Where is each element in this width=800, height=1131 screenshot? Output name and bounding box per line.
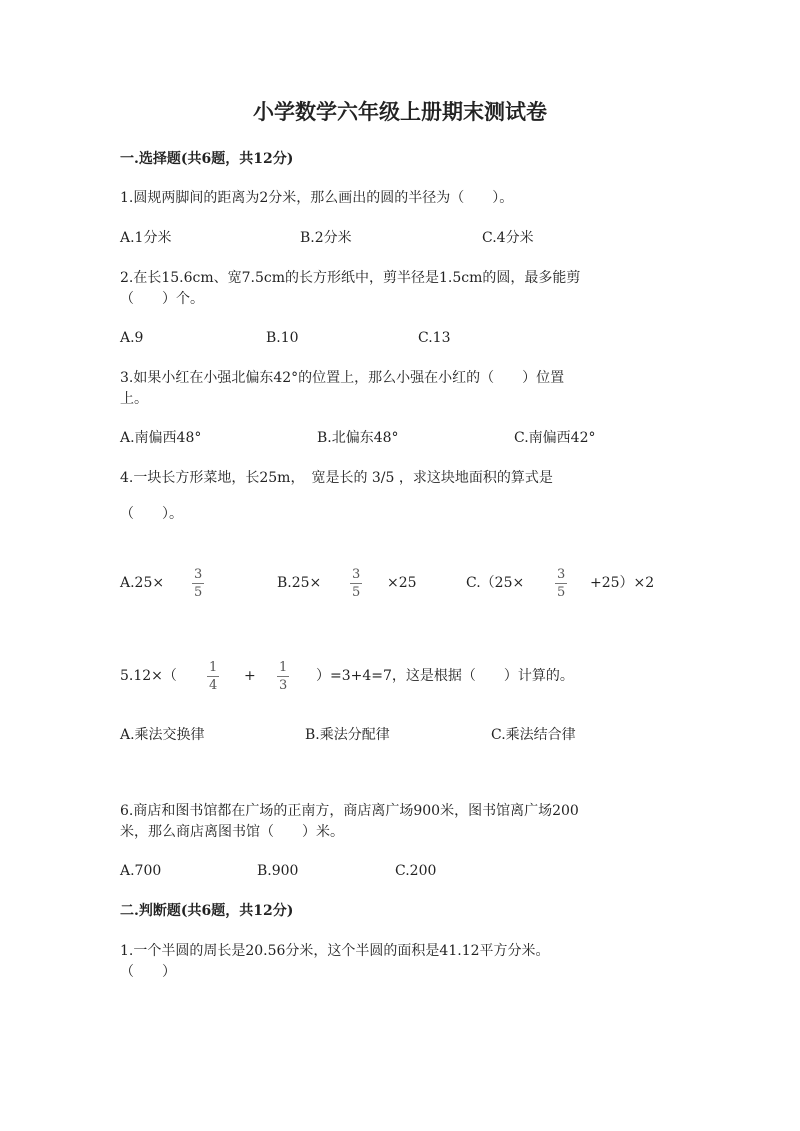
question-4-option-a-prefix: A.25× [120, 575, 165, 591]
fraction-numerator: 3 [557, 567, 566, 582]
question-4-option-c-fraction [554, 567, 568, 600]
question-5-option-a: A.乘法交换律 [120, 727, 205, 743]
question-5-option-c: C.乘法结合律 [491, 727, 576, 743]
question-5-plus: + [244, 668, 256, 684]
question-1-option-a: A.1分米 [120, 230, 172, 246]
page-title: 小学数学六年级上册期末测试卷 [253, 99, 547, 124]
fraction-denominator: 5 [557, 585, 566, 600]
question-1-text: 1.圆规两脚间的距离为2分米，那么画出的圆的半径为（ ）。 [120, 190, 514, 206]
question-3-text-line1: 3.如果小红在小强北偏东42°的位置上，那么小强在小红的（ ）位置 [120, 370, 565, 386]
question-4-option-b-prefix: B.25× [277, 575, 322, 591]
section-heading-choice: 一.选择题(共6题，共12分) [120, 151, 294, 167]
question-4-option-a-fraction [191, 567, 205, 600]
question-4-option-c-suffix: +25）×2 [590, 575, 655, 591]
fraction-numerator: 1 [279, 660, 288, 675]
question-5-fraction-1 [206, 660, 220, 693]
question-5-suffix: ）=3+4=7，这是根据（ ）计算的。 [316, 668, 574, 684]
fraction-denominator: 5 [352, 585, 361, 600]
question-3-option-a: A.南偏西48° [120, 430, 202, 446]
question-5-prefix: 5.12×（ [120, 668, 177, 684]
question-4-text-line2: （ ）。 [120, 506, 183, 522]
question-1-option-c: C.4分米 [482, 230, 534, 246]
question-4-text-line1: 4.一块长方形菜地，长25m， 宽是长的 3/5 ，求这块地面积的算式是 [120, 470, 553, 486]
fraction-denominator: 4 [209, 678, 218, 693]
question-3-option-c: C.南偏西42° [514, 430, 596, 446]
fraction-numerator: 3 [194, 567, 203, 582]
section-heading-true-false: 二.判断题(共6题，共12分) [120, 903, 294, 919]
question-6-option-b: B.900 [257, 863, 299, 879]
fraction-denominator: 3 [279, 678, 288, 693]
question-4-option-b-fraction [349, 567, 363, 600]
question-2-option-b: B.10 [266, 330, 299, 346]
question-4-option-c-prefix: C.（25× [466, 575, 525, 591]
question-4-option-b-suffix: ×25 [387, 575, 417, 591]
question-5-fraction-2 [276, 660, 290, 693]
fraction-numerator: 1 [209, 660, 218, 675]
tf-question-1-text-line2: （ ） [120, 964, 176, 980]
question-2-option-c: C.13 [418, 330, 451, 346]
question-6-text-line1: 6.商店和图书馆都在广场的正南方，商店离广场900米，图书馆离广场200 [120, 803, 579, 819]
question-3-text-line2: 上。 [120, 391, 148, 407]
question-5-option-b: B.乘法分配律 [305, 727, 390, 743]
fraction-denominator: 5 [194, 585, 203, 600]
question-3-option-b: B.北偏东48° [317, 430, 399, 446]
fraction-numerator: 3 [352, 567, 361, 582]
question-6-text-line2: 米，那么商店离图书馆（ ）米。 [120, 824, 344, 840]
question-2-option-a: A.9 [120, 330, 144, 346]
question-6-option-c: C.200 [395, 863, 437, 879]
question-6-option-a: A.700 [120, 863, 162, 879]
question-2-text-line1: 2.在长15.6cm、宽7.5cm的长方形纸中，剪半径是1.5cm的圆，最多能剪 [120, 270, 581, 286]
tf-question-1-text-line1: 1.一个半圆的周长是20.56分米，这个半圆的面积是41.12平方分米。 [120, 943, 550, 959]
question-1-option-b: B.2分米 [300, 230, 352, 246]
question-2-text-line2: （ ）个。 [120, 291, 204, 307]
